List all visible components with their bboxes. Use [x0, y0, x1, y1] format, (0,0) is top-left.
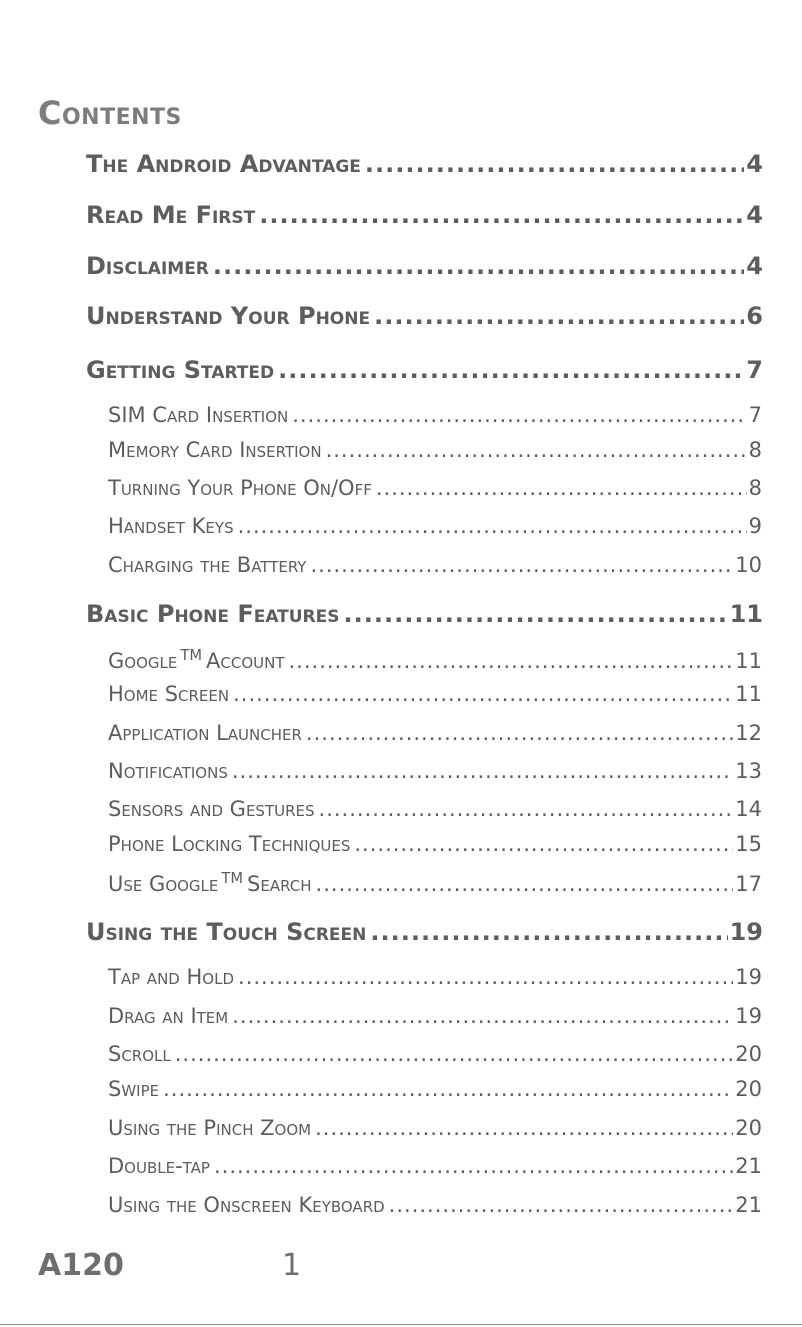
toc-entry-turning-phone-on-off[interactable]: [108, 476, 762, 500]
toc-leader-dots: [376, 476, 747, 500]
toc-page-number: 4: [746, 252, 763, 280]
toc-page-number: 8: [748, 438, 762, 462]
toc-page-number: 11: [735, 649, 762, 674]
toc-entry-drag-an-item[interactable]: [108, 1004, 762, 1028]
toc-entry-scroll[interactable]: [108, 1042, 762, 1066]
toc-label: Read Me First: [86, 201, 256, 229]
toc-label: Charging the Battery: [108, 553, 307, 577]
toc-entry-google-account[interactable]: [108, 647, 762, 673]
toc-label: Use Google ™ Search: [108, 870, 312, 897]
toc-leader-dots: [232, 1004, 733, 1028]
toc-leader-dots: [232, 759, 733, 783]
toc-page-number: 21: [735, 1154, 762, 1178]
toc-entry-handset-keys[interactable]: [108, 514, 762, 538]
toc-label: The Android Advantage: [86, 150, 361, 178]
footer-divider: [0, 1324, 802, 1325]
toc-label: SIM Card Insertion: [108, 403, 289, 427]
toc-leader-dots: [374, 302, 744, 330]
toc-label: Google ™ Account: [108, 647, 285, 674]
toc-label: Using the Onscreen Keyboard: [108, 1193, 385, 1217]
toc-page-number: 19: [729, 918, 763, 946]
toc-label: Drag an Item: [108, 1004, 229, 1028]
toc-label: Understand Your Phone: [86, 302, 371, 330]
toc-leader-dots: [213, 252, 744, 280]
toc-label: Double-tap: [108, 1154, 210, 1178]
toc-page-number: 6: [746, 302, 763, 330]
toc-label: Getting Started: [86, 356, 275, 384]
toc-entry-use-google-search[interactable]: [108, 870, 762, 896]
toc-page-number: 21: [735, 1193, 762, 1217]
trademark-symbol: TM: [180, 647, 203, 664]
toc-entry-sensors-and-gestures[interactable]: [108, 797, 762, 821]
toc-label: Memory Card Insertion: [108, 438, 322, 462]
toc-page-number: 17: [735, 872, 762, 897]
toc-page-number: 10: [735, 553, 762, 577]
toc-page-number: 9: [748, 514, 762, 538]
toc-page-number: 11: [729, 600, 763, 628]
trademark-symbol: TM: [221, 870, 244, 887]
toc-page-number: 4: [746, 201, 763, 229]
toc-leader-dots: [365, 150, 744, 178]
toc-page-number: 19: [735, 1004, 762, 1028]
toc-leader-dots: [315, 1116, 733, 1140]
toc-page-number: 12: [735, 721, 762, 745]
toc-label: Home Screen: [108, 682, 230, 706]
toc-label: Using the Pinch Zoom: [108, 1116, 312, 1140]
toc-page-number: 19: [735, 965, 762, 989]
toc-page-number: 15: [735, 832, 762, 856]
toc-leader-dots: [389, 1193, 734, 1217]
toc-label: Tap and Hold: [108, 965, 235, 989]
toc-label: Turning Your Phone On/Off: [108, 476, 372, 500]
toc-entry-notifications[interactable]: [108, 759, 762, 783]
toc-page-number: 13: [735, 759, 762, 783]
toc-entry-double-tap[interactable]: [108, 1154, 762, 1178]
toc-leader-dots: [310, 553, 733, 577]
toc-entry-understand-your-phone[interactable]: [86, 302, 763, 330]
toc-entry-basic-phone-features[interactable]: [86, 600, 763, 628]
toc-page-number: 20: [735, 1042, 762, 1066]
toc-entry-read-me-first[interactable]: [86, 201, 763, 229]
toc-leader-dots: [163, 1077, 733, 1101]
toc-entry-phone-locking-techniques[interactable]: [108, 832, 762, 856]
toc-leader-dots: [344, 600, 728, 628]
toc-leader-dots: [233, 682, 733, 706]
toc-entry-getting-started[interactable]: [86, 356, 763, 384]
toc-label: Sensors and Gestures: [108, 797, 315, 821]
toc-leader-dots: [259, 201, 744, 229]
toc-label: Application Launcher: [108, 721, 302, 745]
toc-leader-dots: [278, 356, 744, 384]
toc-entry-disclaimer[interactable]: [86, 252, 763, 280]
toc-leader-dots: [238, 514, 747, 538]
toc-page-number: 8: [748, 476, 762, 500]
toc-entry-swipe[interactable]: [108, 1077, 762, 1101]
toc-label: Handset Keys: [108, 514, 234, 538]
toc-leader-dots: [316, 872, 734, 896]
toc-leader-dots: [289, 649, 734, 673]
toc-page-number: 4: [746, 150, 763, 178]
toc-entry-application-launcher[interactable]: [108, 721, 762, 745]
toc-label: Phone Locking Techniques: [108, 832, 351, 856]
footer-page-number: 1: [282, 1248, 302, 1283]
toc-label: Notifications: [108, 759, 228, 783]
toc-page-number: 11: [735, 682, 762, 706]
toc-entry-tap-and-hold[interactable]: [108, 965, 762, 989]
toc-label: Basic Phone Features: [86, 600, 340, 628]
toc-leader-dots: [238, 965, 733, 989]
toc-entry-onscreen-keyboard[interactable]: [108, 1193, 762, 1217]
toc-leader-dots: [306, 721, 733, 745]
toc-entry-charging-the-battery[interactable]: [108, 553, 762, 577]
toc-leader-dots: [370, 918, 727, 946]
toc-page-number: 20: [735, 1116, 762, 1140]
footer-model-name: A120: [38, 1248, 124, 1283]
toc-leader-dots: [326, 438, 747, 462]
toc-entry-using-touch-screen[interactable]: [86, 918, 763, 946]
toc-label: Swipe: [108, 1077, 160, 1101]
toc-page-number: 7: [746, 356, 763, 384]
toc-leader-dots: [319, 797, 734, 821]
toc-entry-pinch-zoom[interactable]: [108, 1116, 762, 1140]
toc-leader-dots: [175, 1042, 734, 1066]
toc-entry-android-advantage[interactable]: [86, 150, 763, 178]
toc-label: Scroll: [108, 1042, 171, 1066]
toc-page-number: 14: [735, 797, 762, 821]
toc-leader-dots: [214, 1154, 733, 1178]
toc-entry-sim-card-insertion[interactable]: [108, 403, 762, 427]
toc-entry-memory-card-insertion[interactable]: [108, 438, 762, 462]
toc-leader-dots: [354, 832, 733, 856]
toc-entry-home-screen[interactable]: [108, 682, 762, 706]
toc-label: Using the Touch Screen: [86, 918, 367, 946]
toc-leader-dots: [292, 403, 746, 427]
toc-page-number: 7: [748, 403, 762, 427]
toc-label: Disclaimer: [86, 252, 209, 280]
toc-page-number: 20: [735, 1077, 762, 1101]
contents-heading: Contents: [38, 94, 182, 132]
